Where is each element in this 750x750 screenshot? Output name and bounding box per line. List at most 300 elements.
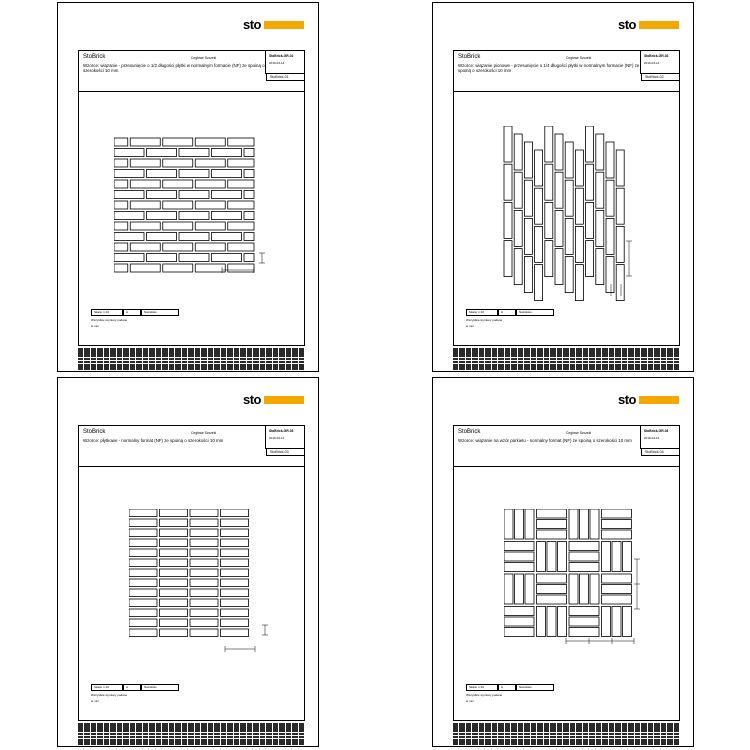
- logo-text: sto: [618, 392, 636, 407]
- brick-outline: [602, 520, 632, 529]
- brick-outline: [160, 509, 188, 517]
- brick-outline: [114, 254, 144, 262]
- brick-outline: [575, 150, 583, 186]
- brick-outline: [590, 509, 599, 539]
- brick-outline: [537, 530, 567, 539]
- brick-outline: [228, 159, 254, 167]
- brick-outline: [606, 180, 614, 216]
- brick-outline: [129, 529, 157, 537]
- brick-pattern-vertical: [499, 126, 649, 301]
- variant-label: Cegłowe Szczeki: [566, 56, 592, 60]
- brick-outline: [179, 233, 209, 241]
- brick-outline: [130, 180, 160, 188]
- brick-outline: [160, 599, 188, 607]
- brick-outline: [616, 265, 624, 301]
- pattern-svg: [129, 509, 289, 659]
- brick-outline: [545, 202, 553, 238]
- brick-outline: [504, 574, 513, 604]
- brick-outline: [163, 159, 193, 167]
- sto-logo: [243, 17, 304, 32]
- sto-logo: [618, 392, 679, 407]
- brick-outline: [558, 607, 567, 637]
- brick-outline: [163, 180, 193, 188]
- brick-outline: [147, 212, 177, 220]
- brick-outline: [190, 619, 218, 627]
- brick-outline: [545, 164, 553, 200]
- brick-outline: [547, 542, 556, 572]
- brick-outline: [537, 509, 567, 518]
- brick-outline: [114, 159, 128, 167]
- brick-outline: [129, 519, 157, 527]
- product-name: StoBrick: [83, 429, 106, 435]
- brick-outline: [580, 509, 589, 539]
- brick-outline: [569, 509, 578, 539]
- brick-outline: [221, 519, 249, 527]
- brick-outline: [545, 241, 553, 277]
- title-block: [454, 426, 679, 467]
- brick-outline: [565, 218, 573, 254]
- brick-pattern-running-bond: [114, 135, 274, 275]
- brick-outline: [129, 539, 157, 547]
- brick-outline: [558, 542, 567, 572]
- brick-outline: [147, 191, 177, 199]
- legend-name: Nazwisko: [516, 309, 554, 316]
- brick-outline: [129, 619, 157, 627]
- brick-outline: [537, 607, 546, 637]
- brick-outline: [147, 254, 177, 262]
- logo-text: sto: [243, 17, 261, 32]
- brick-outline: [163, 264, 193, 272]
- brick-outline: [163, 138, 193, 146]
- legend-rev: A: [498, 684, 516, 691]
- legend-rev: A: [498, 309, 516, 316]
- brick-outline: [114, 264, 128, 272]
- brick-outline: [555, 210, 563, 246]
- brick-outline: [160, 529, 188, 537]
- legend-rev: A: [123, 684, 141, 691]
- brick-outline: [537, 520, 567, 529]
- brick-outline: [612, 607, 621, 637]
- legend-note-unit: w mm: [91, 324, 99, 328]
- logo-accent-bar: [639, 396, 679, 404]
- brick-outline: [602, 585, 632, 594]
- brick-outline: [575, 226, 583, 262]
- brick-outline: [586, 202, 594, 238]
- brick-outline: [129, 559, 157, 567]
- variant-label: Cegłowe Szczeki: [191, 56, 217, 60]
- drawing-code: StoBrick-04: [641, 448, 679, 456]
- brick-outline: [575, 265, 583, 301]
- legend-note: Wszystkie wymiary podane: [91, 318, 128, 322]
- brick-outline: [228, 222, 254, 230]
- brick-outline: [221, 579, 249, 587]
- brick-outline: [129, 549, 157, 557]
- pattern-svg: [499, 126, 649, 301]
- brick-outline: [163, 201, 193, 209]
- brick-outline: [555, 134, 563, 170]
- brick-outline: [114, 233, 144, 241]
- brick-outline: [244, 149, 254, 157]
- brick-outline: [147, 233, 177, 241]
- logo-text: sto: [618, 17, 636, 32]
- brick-outline: [569, 563, 599, 572]
- brick-outline: [244, 233, 254, 241]
- brick-outline: [504, 563, 534, 572]
- brick-outline: [179, 191, 209, 199]
- brick-outline: [616, 150, 624, 186]
- brick-outline: [228, 243, 254, 251]
- brick-outline: [114, 138, 128, 146]
- stamp-id: StoBrick-GR-01: [269, 54, 294, 58]
- legend-rev: A: [123, 309, 141, 316]
- brick-outline: [504, 509, 513, 539]
- brick-outline: [606, 218, 614, 254]
- pattern-svg: [504, 509, 664, 669]
- fine-print-block: [453, 723, 680, 747]
- stamp-id: StoBrick-GR-04: [644, 429, 669, 433]
- brick-outline: [514, 134, 522, 170]
- pattern-svg: [114, 135, 274, 275]
- drawing-code: StoBrick-01: [266, 73, 304, 81]
- brick-outline: [221, 619, 249, 627]
- brick-outline: [535, 265, 543, 301]
- fine-print-block: [78, 723, 305, 747]
- brick-outline: [602, 509, 632, 518]
- legend-scale: Skala: 1:10: [91, 309, 123, 316]
- brick-outline: [160, 539, 188, 547]
- brick-outline: [535, 226, 543, 262]
- brick-outline: [221, 529, 249, 537]
- brick-outline: [602, 595, 632, 604]
- fine-print-block: [453, 348, 680, 372]
- brick-outline: [575, 188, 583, 224]
- brick-outline: [190, 539, 218, 547]
- brick-outline: [586, 164, 594, 200]
- stamp-date: 2016-04-14: [644, 61, 660, 65]
- brick-outline: [504, 542, 534, 551]
- sto-logo: [618, 17, 679, 32]
- legend-block: [466, 684, 576, 706]
- brick-outline: [504, 607, 534, 616]
- brick-outline: [129, 579, 157, 587]
- drawing-stamp: [265, 51, 304, 74]
- legend-block: [466, 309, 576, 331]
- sto-logo: [243, 392, 304, 407]
- brick-outline: [244, 254, 254, 262]
- brick-outline: [537, 574, 567, 583]
- brick-outline: [190, 519, 218, 527]
- drawing-title: Wzorce: wiązanie pionowe - przesunięcie o 1/4 długości płytki w normalnym formacie (NF) ze spoiną o szerokości 10 mm: [458, 63, 640, 74]
- brick-outline: [228, 138, 254, 146]
- brick-outline: [228, 201, 254, 209]
- stamp-id: StoBrick-GR-03: [269, 429, 294, 433]
- brick-outline: [212, 212, 242, 220]
- brick-outline: [195, 159, 225, 167]
- brick-outline: [129, 609, 157, 617]
- brick-outline: [569, 617, 599, 626]
- brick-outline: [179, 212, 209, 220]
- variant-label: Cegłowe Szczeki: [566, 431, 592, 435]
- brick-outline: [545, 126, 553, 162]
- title-block: [79, 51, 304, 92]
- stamp-date: 2016-04-14: [269, 436, 285, 440]
- brick-outline: [160, 589, 188, 597]
- brick-outline: [114, 222, 128, 230]
- legend-block: [91, 309, 201, 331]
- brick-outline: [130, 222, 160, 230]
- brick-outline: [504, 202, 512, 238]
- brick-outline: [504, 126, 512, 162]
- brick-outline: [228, 264, 254, 272]
- brick-outline: [195, 180, 225, 188]
- brick-outline: [195, 201, 225, 209]
- title-block: [79, 426, 304, 467]
- brick-outline: [221, 509, 249, 517]
- brick-outline: [179, 149, 209, 157]
- legend-note: Wszystkie wymiary podane: [91, 693, 128, 697]
- brick-outline: [535, 150, 543, 186]
- brick-outline: [114, 149, 144, 157]
- brick-outline: [555, 249, 563, 285]
- brick-outline: [160, 619, 188, 627]
- brick-outline: [569, 552, 599, 561]
- brick-outline: [190, 579, 218, 587]
- brick-outline: [212, 191, 242, 199]
- brick-outline: [190, 599, 218, 607]
- logo-accent-bar: [639, 21, 679, 29]
- brick-outline: [504, 241, 512, 277]
- brick-outline: [228, 180, 254, 188]
- brick-outline: [160, 559, 188, 567]
- brick-outline: [514, 249, 522, 285]
- brick-outline: [190, 559, 218, 567]
- brick-outline: [602, 530, 632, 539]
- legend-note: Wszystkie wymiary podane: [466, 693, 503, 697]
- brick-outline: [623, 542, 632, 572]
- brick-outline: [129, 599, 157, 607]
- brick-outline: [130, 138, 160, 146]
- brick-outline: [221, 629, 249, 637]
- brick-outline: [569, 574, 578, 604]
- brick-outline: [114, 191, 144, 199]
- legend-block: [91, 684, 201, 706]
- drawing-code: StoBrick-02: [641, 73, 679, 81]
- brick-outline: [612, 542, 621, 572]
- brick-outline: [195, 222, 225, 230]
- legend-scale: Skala: 1:10: [91, 684, 123, 691]
- logo-accent-bar: [264, 21, 304, 29]
- brick-outline: [221, 599, 249, 607]
- brick-outline: [569, 628, 599, 637]
- brick-outline: [179, 170, 209, 178]
- brick-outline: [565, 257, 573, 293]
- brick-outline: [147, 149, 177, 157]
- legend-name: Nazwisko: [141, 309, 179, 316]
- brick-outline: [190, 589, 218, 597]
- fine-print-block: [78, 348, 305, 372]
- brick-outline: [163, 243, 193, 251]
- brick-outline: [547, 607, 556, 637]
- brick-outline: [221, 609, 249, 617]
- brick-outline: [514, 210, 522, 246]
- brick-outline: [221, 549, 249, 557]
- brick-outline: [114, 243, 128, 251]
- logo-text: sto: [243, 392, 261, 407]
- drawing-stamp: [640, 51, 679, 74]
- brick-outline: [129, 589, 157, 597]
- brick-pattern-basket-weave: [504, 509, 664, 669]
- brick-outline: [606, 257, 614, 293]
- brick-outline: [596, 172, 604, 208]
- stamp-date: 2016-04-14: [644, 436, 660, 440]
- brick-outline: [147, 170, 177, 178]
- brick-outline: [130, 243, 160, 251]
- brick-outline: [586, 126, 594, 162]
- brick-outline: [596, 210, 604, 246]
- brick-outline: [129, 629, 157, 637]
- brick-outline: [114, 170, 144, 178]
- brick-outline: [190, 629, 218, 637]
- drawing-stamp: [265, 426, 304, 449]
- drawing-frame: [78, 425, 305, 721]
- brick-outline: [163, 222, 193, 230]
- brick-outline: [616, 188, 624, 224]
- brick-outline: [569, 607, 599, 616]
- legend-scale: Skala: 1:10: [466, 684, 498, 691]
- drawing-title: Wzorce: wiązanie na wzór parkietu - normalny format (NF) ze spoiną o szerokości 10 mm: [458, 438, 632, 443]
- brick-outline: [195, 243, 225, 251]
- brick-outline: [616, 226, 624, 262]
- brick-outline: [504, 164, 512, 200]
- title-block: [454, 51, 679, 92]
- brick-outline: [565, 180, 573, 216]
- drawing-sheet-stack-bond: [57, 377, 319, 747]
- variant-label: Cegłowe Szczeki: [191, 431, 217, 435]
- stamp-date: 2016-04-14: [269, 61, 285, 65]
- product-name: StoBrick: [458, 429, 481, 435]
- brick-outline: [524, 180, 532, 216]
- drawing-stamp: [640, 426, 679, 449]
- brick-outline: [160, 609, 188, 617]
- drawing-frame: [453, 425, 680, 721]
- brick-outline: [212, 233, 242, 241]
- brick-outline: [190, 509, 218, 517]
- brick-outline: [602, 574, 632, 583]
- brick-outline: [504, 552, 534, 561]
- brick-outline: [525, 574, 534, 604]
- brick-outline: [565, 142, 573, 178]
- brick-outline: [221, 559, 249, 567]
- brick-outline: [190, 609, 218, 617]
- brick-outline: [524, 142, 532, 178]
- legend-note: Wszystkie wymiary podane: [466, 318, 503, 322]
- brick-outline: [244, 191, 254, 199]
- drawing-code: StoBrick-03: [266, 448, 304, 456]
- brick-outline: [623, 607, 632, 637]
- brick-outline: [515, 509, 524, 539]
- legend-note-unit: w mm: [466, 699, 474, 703]
- legend-note-unit: w mm: [466, 324, 474, 328]
- brick-outline: [504, 617, 534, 626]
- legend-note-unit: w mm: [91, 699, 99, 703]
- brick-outline: [160, 519, 188, 527]
- brick-outline: [160, 549, 188, 557]
- brick-outline: [160, 569, 188, 577]
- brick-outline: [524, 257, 532, 293]
- brick-outline: [221, 589, 249, 597]
- brick-outline: [515, 574, 524, 604]
- brick-outline: [212, 170, 242, 178]
- brick-outline: [580, 574, 589, 604]
- brick-outline: [537, 585, 567, 594]
- brick-outline: [596, 134, 604, 170]
- brick-outline: [130, 264, 160, 272]
- brick-outline: [212, 149, 242, 157]
- brick-outline: [160, 579, 188, 587]
- brick-outline: [195, 264, 225, 272]
- brick-outline: [130, 201, 160, 209]
- product-name: StoBrick: [83, 54, 106, 60]
- brick-outline: [525, 509, 534, 539]
- brick-outline: [190, 549, 218, 557]
- brick-outline: [129, 509, 157, 517]
- drawing-sheet-basket-weave: [432, 377, 694, 747]
- brick-outline: [179, 254, 209, 262]
- brick-outline: [114, 201, 128, 209]
- brick-outline: [602, 542, 611, 572]
- drawing-frame: [78, 50, 305, 346]
- brick-outline: [244, 212, 254, 220]
- brick-outline: [590, 574, 599, 604]
- brick-outline: [514, 172, 522, 208]
- brick-outline: [524, 218, 532, 254]
- legend-scale: Skala: 1:10: [466, 309, 498, 316]
- brick-outline: [586, 241, 594, 277]
- stamp-id: StoBrick-GR-02: [644, 54, 669, 58]
- brick-outline: [212, 254, 242, 262]
- brick-outline: [129, 569, 157, 577]
- brick-outline: [160, 629, 188, 637]
- drawing-title: Wzorce: wiązanie - przesunięcie o 1/2 długości płytki w normalnym formacie (NF) ze spoiną o szerokości 10 mm: [83, 63, 265, 74]
- brick-outline: [221, 569, 249, 577]
- brick-outline: [596, 249, 604, 285]
- brick-outline: [195, 138, 225, 146]
- brick-outline: [114, 180, 128, 188]
- brick-outline: [244, 170, 254, 178]
- brick-outline: [535, 188, 543, 224]
- product-name: StoBrick: [458, 54, 481, 60]
- brick-pattern-stack-bond: [129, 509, 289, 659]
- drawing-sheet-running-bond: [57, 2, 319, 372]
- drawing-title: Wzorce: płytkowe - normalny format (NF) ze spoiną o szerokości 10 mm: [83, 438, 224, 443]
- drawing-frame: [453, 50, 680, 346]
- brick-outline: [537, 595, 567, 604]
- legend-name: Nazwisko: [516, 684, 554, 691]
- brick-outline: [130, 159, 160, 167]
- brick-outline: [569, 542, 599, 551]
- brick-outline: [114, 212, 144, 220]
- brick-outline: [221, 539, 249, 547]
- brick-outline: [602, 607, 611, 637]
- brick-outline: [537, 542, 546, 572]
- logo-accent-bar: [264, 396, 304, 404]
- brick-outline: [190, 529, 218, 537]
- brick-outline: [190, 569, 218, 577]
- brick-outline: [555, 172, 563, 208]
- brick-outline: [504, 628, 534, 637]
- brick-outline: [606, 142, 614, 178]
- drawing-sheet-vertical-bond: [432, 2, 694, 372]
